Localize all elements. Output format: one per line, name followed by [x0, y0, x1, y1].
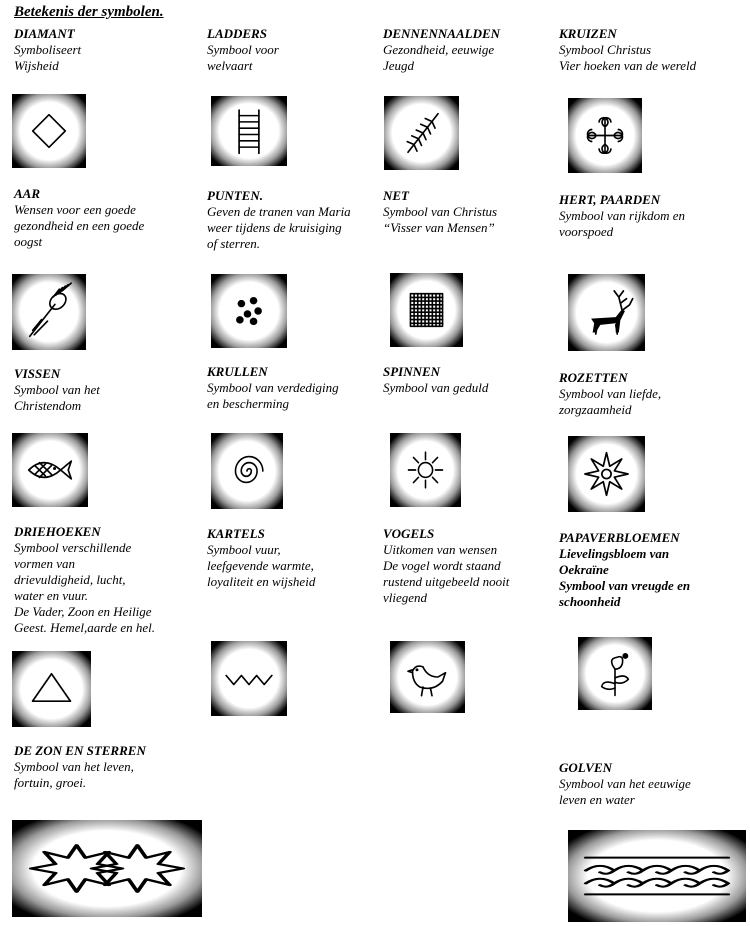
symbol-name: DIAMANT — [14, 26, 75, 41]
zigzag-icon-drawing — [211, 641, 287, 716]
ladder-icon — [211, 96, 287, 166]
symbol-description-line: Symbool van Christus — [383, 204, 498, 219]
symbol-name: DRIEHOEKEN — [14, 524, 101, 539]
net-icon-drawing — [390, 273, 463, 347]
page-title: Betekenis der symbolen. — [14, 4, 164, 20]
symbol-description-line: Symbool van geduld — [383, 380, 489, 395]
poppy-icon-drawing — [578, 637, 652, 710]
symbol-name: HERT, PAARDEN — [559, 192, 661, 207]
symbol-description-line: Vier hoeken van de wereld — [559, 58, 697, 73]
symbol-description-line: fortuin, groei. — [14, 775, 87, 790]
symbol-name: PUNTEN. — [207, 188, 263, 203]
spider-icon-drawing — [390, 433, 461, 507]
symbol-description-line: loyaliteit en wijsheid — [207, 574, 316, 589]
symbol-name: KRULLEN — [207, 364, 268, 379]
pine-branch-icon — [384, 96, 459, 170]
symbol-description-line: of sterren. — [207, 236, 260, 251]
symbol-name: KARTELS — [207, 526, 265, 541]
symbol-description-line: oogst — [14, 234, 43, 249]
symbol-description-line: Wijsheid — [14, 58, 59, 73]
symbol-description-line: Symbool van liefde, — [559, 386, 662, 401]
symbol-entry-golven — [559, 760, 739, 808]
diamond-icon-drawing — [12, 94, 86, 168]
triangle-icon-drawing — [12, 651, 91, 727]
symbol-entry-spinnen — [383, 364, 563, 396]
symbol-description-line: Symbool voor — [207, 42, 279, 57]
rosette-icon-drawing — [568, 436, 645, 512]
symbol-description-line: Symbool van het eeuwige — [559, 776, 691, 791]
symbol-description-line: De Vader, Zoon en Heilige — [14, 604, 152, 619]
pine-branch-icon-drawing — [384, 96, 459, 170]
symbol-description-line: Symbool vuur, — [207, 542, 281, 557]
symbol-description-line: welvaart — [207, 58, 253, 73]
symbol-name: NET — [383, 188, 409, 203]
symbol-description-line: Symbool Christus — [559, 42, 652, 57]
symbol-description-line: Symbool van verdediging — [207, 380, 339, 395]
waves-icon — [568, 830, 746, 922]
symbol-entry-driehoeken — [14, 524, 194, 636]
ladder-icon-drawing — [211, 96, 287, 166]
fish-icon-drawing — [12, 433, 88, 507]
symbol-description-line: Gezondheid, eeuwige — [383, 42, 495, 57]
symbol-description-line: schoonheid — [559, 594, 621, 609]
symbol-name: DE ZON EN STERREN — [14, 743, 146, 758]
wheat-ear-icon — [12, 274, 86, 350]
symbol-description-line: Christendom — [14, 398, 82, 413]
symbol-entry-krullen — [207, 364, 387, 412]
symbol-description-line: “Visser van Mensen” — [383, 220, 495, 235]
symbol-description-line: Geest. Hemel,aarde en hel. — [14, 620, 156, 635]
symbol-entry-kartels — [207, 526, 387, 590]
symbol-description-line: water en vuur. — [14, 588, 89, 603]
symbol-description-line: gezondheid en een goede — [14, 218, 145, 233]
cross-icon — [568, 98, 642, 173]
symbol-description-line: leven en water — [559, 792, 635, 807]
symbol-description-line: Symbool verschillende — [14, 540, 132, 555]
symbol-description-line: Symboliseert — [14, 42, 82, 57]
zigzag-icon — [211, 641, 287, 716]
symbol-description-line: Wensen voor een goede — [14, 202, 136, 217]
symbol-entry-kruizen — [559, 26, 739, 74]
symbol-entry-rozetten — [559, 370, 739, 418]
bird-icon-drawing — [390, 641, 465, 713]
symbol-description-line: Symbool van vreugde en — [559, 578, 691, 593]
symbol-entry-ladders — [207, 26, 387, 74]
symbol-description-line: Geven de tranen van Maria — [207, 204, 351, 219]
rosette-icon — [568, 436, 645, 512]
symbol-entry-punten — [207, 188, 387, 252]
symbol-name: LADDERS — [207, 26, 267, 41]
poppy-icon — [578, 637, 652, 710]
dots-icon-drawing — [211, 274, 287, 348]
symbol-description-line: voorspoed — [559, 224, 614, 239]
waves-icon-drawing — [568, 830, 746, 922]
symbol-description-line: leefgevende warmte, — [207, 558, 314, 573]
cross-icon-drawing — [568, 98, 642, 173]
symbol-description-line: Lievelingsbloem van — [559, 546, 670, 561]
symbol-name: KRUIZEN — [559, 26, 617, 41]
symbol-description-line: De vogel wordt staand — [383, 558, 501, 573]
symbol-description-line: Uitkomen van wensen — [383, 542, 498, 557]
diamond-icon — [12, 94, 86, 168]
symbol-name: GOLVEN — [559, 760, 612, 775]
triangle-icon — [12, 651, 91, 727]
symbol-description-line: Symbool van rijkdom en — [559, 208, 686, 223]
symbol-name: VISSEN — [14, 366, 61, 381]
symbol-description-line: zorgzaamheid — [559, 402, 632, 417]
deer-icon — [568, 274, 645, 351]
symbol-description-line: vormen van — [14, 556, 76, 571]
symbol-description-line: weer tijdens de kruisiging — [207, 220, 342, 235]
symbol-entry-dennennaalden — [383, 26, 563, 74]
symbol-description-line: vliegend — [383, 590, 428, 605]
deer-icon-drawing — [568, 274, 645, 351]
net-icon — [390, 273, 463, 347]
symbol-entry-net — [383, 188, 563, 236]
spider-icon — [390, 433, 461, 507]
symbol-entry-vissen — [14, 366, 194, 414]
fish-icon — [12, 433, 88, 507]
symbol-description-line: drievuldigheid, lucht, — [14, 572, 126, 587]
symbol-name: ROZETTEN — [559, 370, 628, 385]
spiral-icon-drawing — [211, 433, 283, 509]
symbol-description-line: Symbool van het — [14, 382, 100, 397]
symbol-name: SPINNEN — [383, 364, 441, 379]
symbol-name: VOGELS — [383, 526, 435, 541]
bird-icon — [390, 641, 465, 713]
symbol-name: PAPAVERBLOEMEN — [559, 530, 680, 545]
spiral-icon — [211, 433, 283, 509]
symbol-entry-aar — [14, 186, 194, 250]
symbol-entry-papaver — [559, 530, 739, 610]
stars-icon — [12, 820, 202, 917]
symbol-entry-vogels — [383, 526, 563, 606]
symbol-entry-hert — [559, 192, 739, 240]
symbol-description-line: en bescherming — [207, 396, 289, 411]
symbol-name: DENNENNAALDEN — [383, 26, 501, 41]
symbol-entry-zon — [14, 743, 194, 791]
symbol-description-line: Symbool van het leven, — [14, 759, 134, 774]
symbol-name: AAR — [14, 186, 41, 201]
symbol-entry-diamant — [14, 26, 194, 74]
stars-icon-drawing — [12, 820, 202, 917]
wheat-ear-icon-drawing — [12, 274, 86, 350]
dots-icon — [211, 274, 287, 348]
symbol-description-line: Oekraïne — [559, 562, 609, 577]
symbol-description-line: Jeugd — [383, 58, 415, 73]
symbol-description-line: rustend uitgebeeld nooit — [383, 574, 510, 589]
